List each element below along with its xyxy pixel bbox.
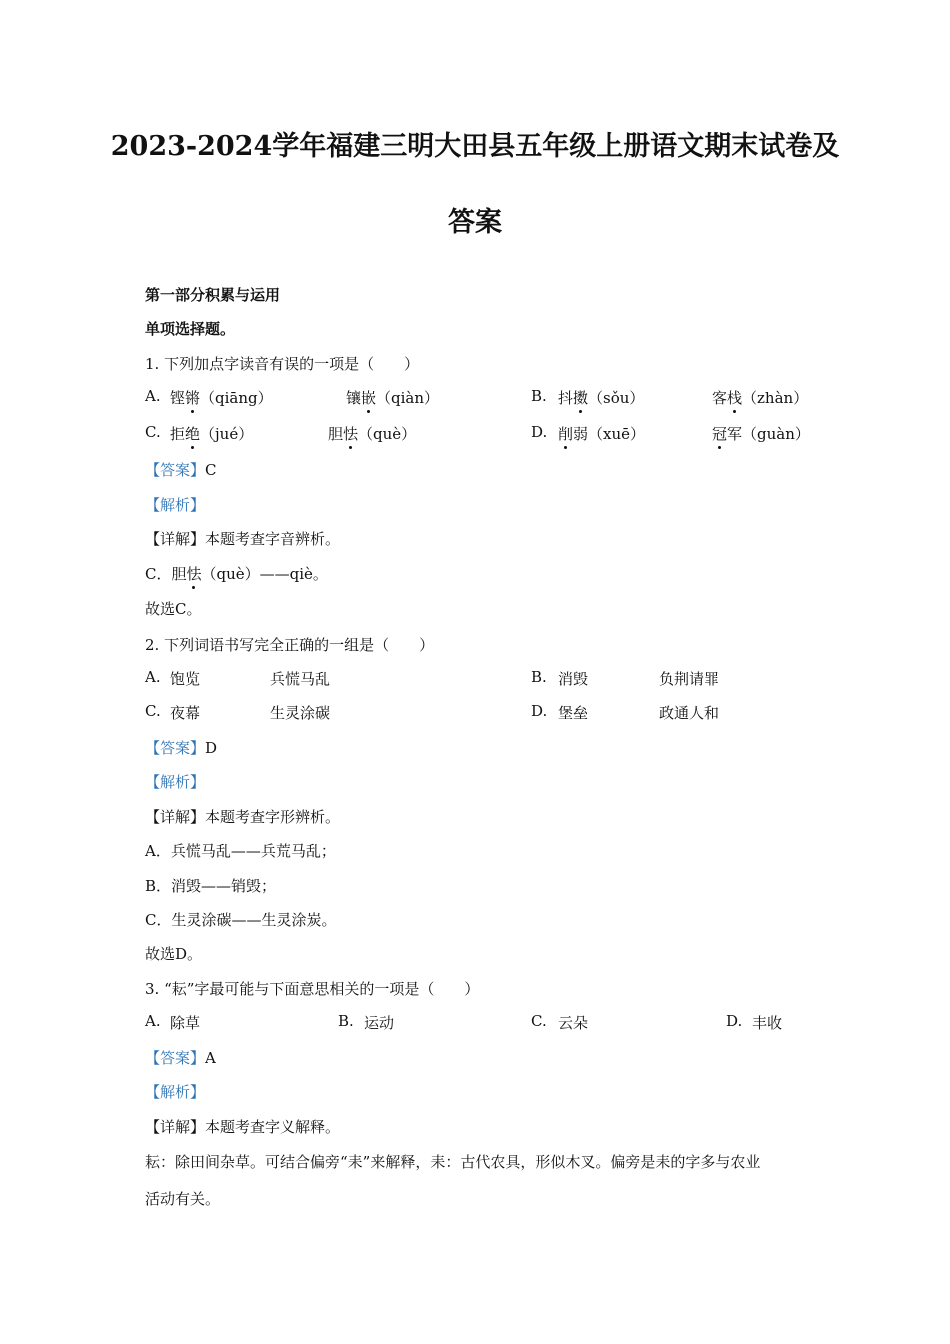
q2-analysis-label: 【解析】 xyxy=(145,773,206,791)
q3-explanation-line1: 耘：除田间杂草。可结合偏旁“耒”来解释，耒：古代农具，形似木叉。偏旁是耒的字多与农业 xyxy=(145,1153,761,1171)
q3-analysis-label: 【解析】 xyxy=(145,1083,206,1101)
q3-stem: 3. “耘”字最可能与下面意思相关的一项是（ ） xyxy=(145,980,480,998)
q1-conclusion: 故选C。 xyxy=(145,600,202,618)
q1-analysis-label: 【解析】 xyxy=(145,496,206,514)
q3-answer: 【答案】A xyxy=(145,1049,216,1067)
q1-answer: 【答案】C xyxy=(145,461,217,479)
emphasis-dot-char: 锵 xyxy=(185,389,201,407)
q3-explanation-line2: 活动有关。 xyxy=(145,1190,221,1208)
q1-explanation: C．胆怯（què）——qiè。 xyxy=(145,565,328,583)
emphasis-dot-char: 栈 xyxy=(727,389,743,407)
q1-stem: 1. 下列加点字读音有误的一项是（ ） xyxy=(145,355,420,373)
question-type-heading: 单项选择题。 xyxy=(145,320,236,338)
emphasis-dot-char: 怯 xyxy=(343,425,359,443)
section-heading: 第一部分积累与运用 xyxy=(145,286,281,304)
q2-answer: 【答案】D xyxy=(145,739,218,757)
emphasis-dot-char: 削 xyxy=(558,425,574,443)
q3-detail: 【详解】本题考查字义解释。 xyxy=(145,1118,341,1136)
document-title-line1: 2023-2024学年福建三明大田县五年级上册语文期末试卷及 xyxy=(110,131,840,162)
emphasis-dot-char: 擞 xyxy=(573,389,589,407)
q2-stem: 2. 下列词语书写完全正确的一组是（ ） xyxy=(145,636,435,654)
q2-explanation-c: C．生灵涂碳——生灵涂炭。 xyxy=(145,911,337,929)
emphasis-dot-char: 绝 xyxy=(185,425,201,443)
emphasis-dot-char: 嵌 xyxy=(361,389,377,407)
q2-explanation-a: A．兵慌马乱——兵荒马乱； xyxy=(145,842,336,860)
q2-explanation-b: B．消毁——销毁； xyxy=(145,877,277,895)
q2-conclusion: 故选D。 xyxy=(145,945,203,963)
document-title-line2: 答案 xyxy=(448,207,502,238)
emphasis-dot-char: 冠 xyxy=(712,425,728,443)
q2-detail: 【详解】本题考查字形辨析。 xyxy=(145,808,341,826)
q1-detail: 【详解】本题考查字音辨析。 xyxy=(145,530,341,548)
